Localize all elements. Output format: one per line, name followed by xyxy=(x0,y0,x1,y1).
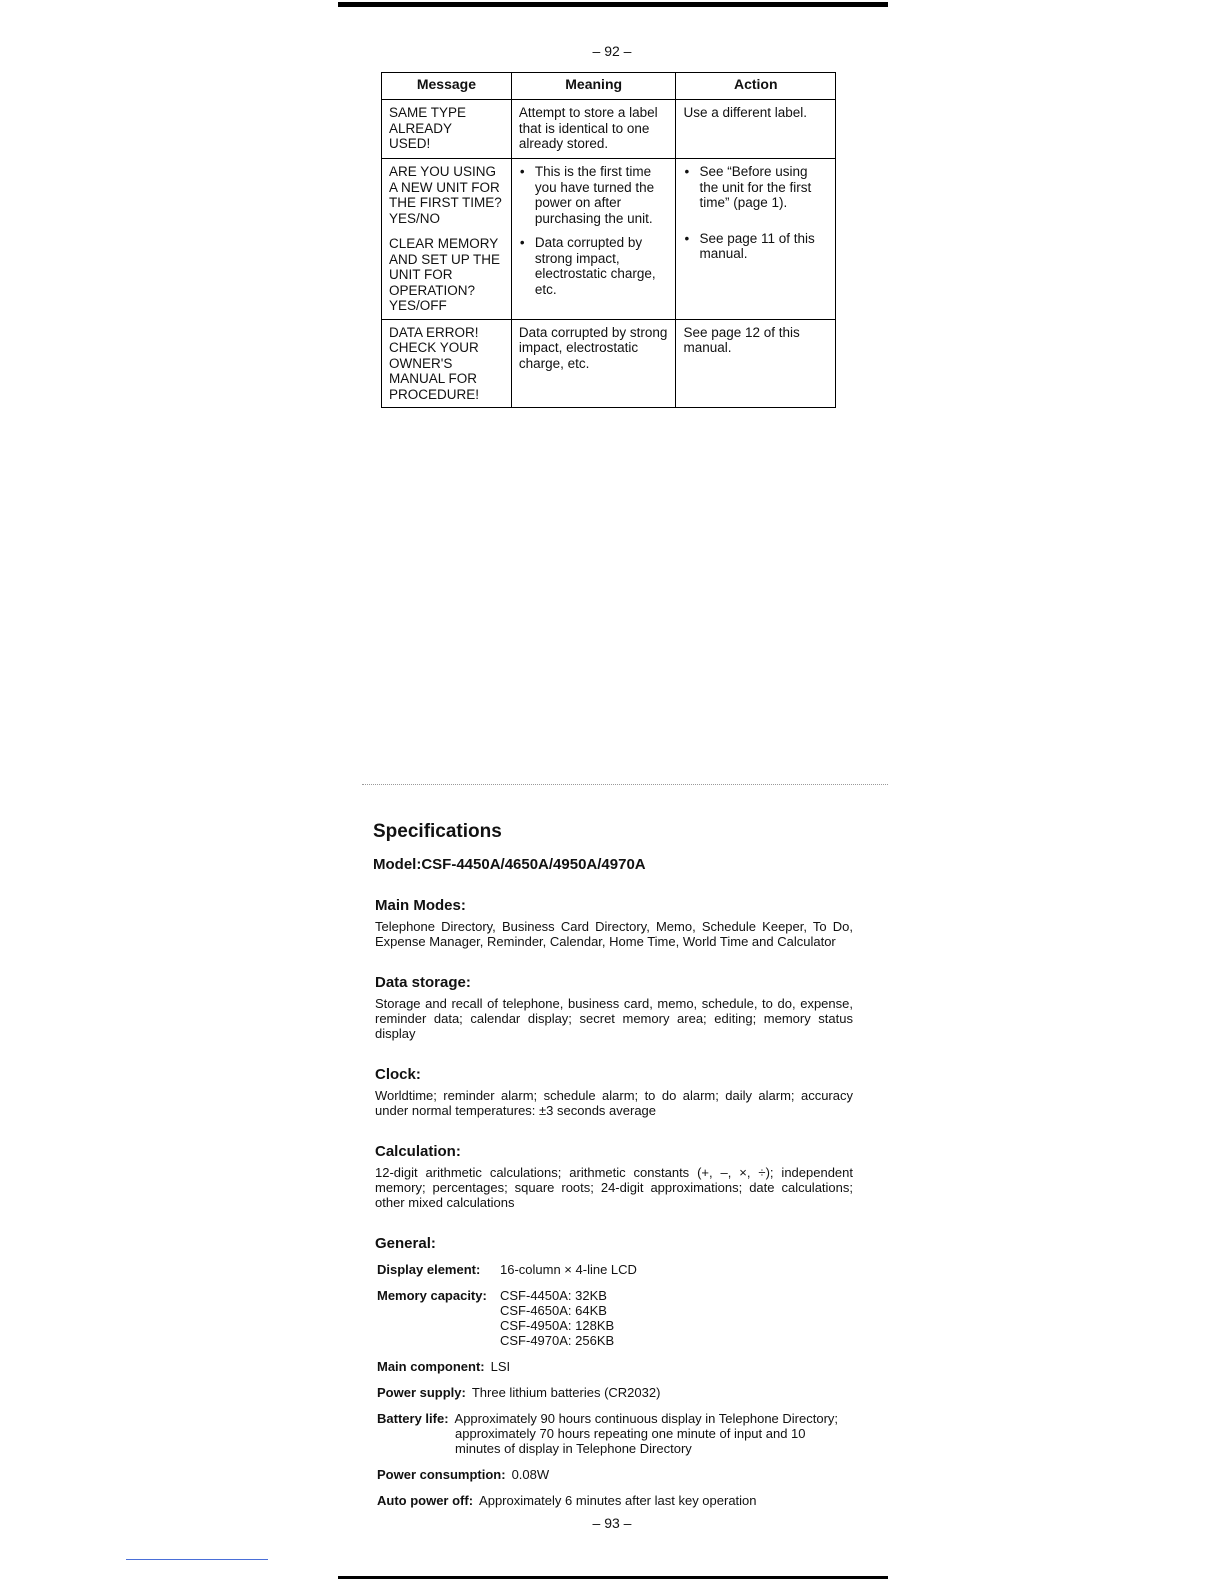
bottom-rule xyxy=(338,1576,888,1579)
calculation-text: 12-digit arithmetic calculations; arithmetic constants (+, –, ×, ÷); independent memory; percentages; square roots; 24-digit approximations; date calculations; other mixed calculations xyxy=(375,1165,853,1210)
spec-battery-row xyxy=(377,1411,853,1456)
component-label: Main component: xyxy=(377,1359,485,1374)
table-header-row xyxy=(382,73,836,100)
header-meaning: Meaning xyxy=(511,73,676,100)
row2-action-bullet-1: • See “Before using the unit for the first time” (page 1). xyxy=(683,164,828,211)
spec-power-row xyxy=(377,1385,853,1400)
page-number-bottom: – 93 – xyxy=(592,1515,632,1531)
row2-action-bullet-2: • See page 11 of this manual. xyxy=(683,231,828,262)
general-heading: General: xyxy=(375,1235,436,1252)
message-table xyxy=(381,72,836,408)
power-value: Three lithium batteries (CR2032) xyxy=(471,1385,661,1400)
row1-message: SAME TYPE ALREADY USED! xyxy=(382,100,512,159)
model-heading: Model:CSF-4450A/4650A/4950A/4970A xyxy=(373,856,646,873)
data-storage-text: Storage and recall of telephone, business card, memo, schedule, to do, expense, reminder data; calendar display; secret memory area; editing; memory status display xyxy=(375,996,853,1041)
consumption-label: Power consumption: xyxy=(377,1467,506,1482)
calculation-heading: Calculation: xyxy=(375,1143,461,1160)
consumption-value: 0.08W xyxy=(511,1467,550,1482)
row2-meaning-bullet-1: • This is the first time you have turned the power on after purchasing the unit. xyxy=(519,164,669,226)
row2-message-first-time: ARE YOU USING A NEW UNIT FOR THE FIRST TIME? YES/NO xyxy=(389,164,502,226)
spec-autooff-row xyxy=(377,1493,853,1508)
row2-meaning-bullet-2: • Data corrupted by strong impact, electrostatic charge, etc. xyxy=(519,235,669,297)
display-value: 16-column × 4-line LCD xyxy=(500,1262,637,1277)
row1-meaning: Attempt to store a label that is identical to one already stored. xyxy=(511,100,676,159)
display-label: Display element: xyxy=(377,1262,481,1277)
main-modes-text: Telephone Directory, Business Card Directory, Memo, Schedule Keeper, To Do, Expense Manager, Reminder, Calendar, Home Time, World Time and Calculator xyxy=(375,919,853,949)
row2-message-cell xyxy=(382,159,512,320)
top-rule xyxy=(338,2,888,7)
row3-action: See page 12 of this manual. xyxy=(676,319,836,408)
row2-message-clear-memory: CLEAR MEMORY AND SET UP THE UNIT FOR OPERATION? YES/OFF xyxy=(389,236,501,313)
table-row xyxy=(382,319,836,408)
row3-meaning: Data corrupted by strong impact, electrostatic charge, etc. xyxy=(511,319,676,408)
general-specs xyxy=(377,1262,853,1508)
spec-consumption-row xyxy=(377,1467,853,1482)
bottom-link-underline xyxy=(126,1559,268,1560)
memory-label: Memory capacity: xyxy=(377,1288,487,1303)
spec-display-row xyxy=(377,1262,853,1277)
header-message: Message xyxy=(382,73,512,100)
data-storage-heading: Data storage: xyxy=(375,974,471,991)
battery-label: Battery life: xyxy=(377,1411,449,1426)
main-modes-heading: Main Modes: xyxy=(375,897,466,914)
row2-action-cell xyxy=(676,159,836,320)
memory-values: CSF-4450A: 32KB CSF-4650A: 64KB CSF-4950A: 128KB CSF-4970A: 256KB xyxy=(500,1288,615,1348)
page-divider xyxy=(362,784,888,785)
autooff-value: Approximately 6 minutes after last key operation xyxy=(479,1493,757,1508)
header-action: Action xyxy=(676,73,836,100)
spec-memory-row xyxy=(377,1288,853,1348)
autooff-label: Auto power off: xyxy=(377,1493,474,1508)
page-number-top: – 92 – xyxy=(592,43,632,59)
component-value: LSI xyxy=(490,1359,511,1374)
row2-meaning-cell xyxy=(511,159,676,320)
row1-action: Use a different label. xyxy=(676,100,836,159)
power-label: Power supply: xyxy=(377,1385,466,1400)
specifications-section xyxy=(373,821,853,1508)
clock-heading: Clock: xyxy=(375,1066,421,1083)
spec-component-row xyxy=(377,1359,853,1374)
specifications-title: Specifications xyxy=(373,821,502,842)
table-row xyxy=(382,100,836,159)
clock-text: Worldtime; reminder alarm; schedule alarm; to do alarm; daily alarm; accuracy under normal temperatures: ±3 seconds average xyxy=(375,1088,853,1118)
battery-value: Approximately 90 hours continuous display in Telephone Directory; approximately 70 hours repeating one minute of input and 10 minutes of display in Telephone Directory xyxy=(454,1411,839,1456)
table-row xyxy=(382,159,836,320)
row3-message: DATA ERROR! CHECK YOUR OWNER'S MANUAL FOR PROCEDURE! xyxy=(382,319,512,408)
